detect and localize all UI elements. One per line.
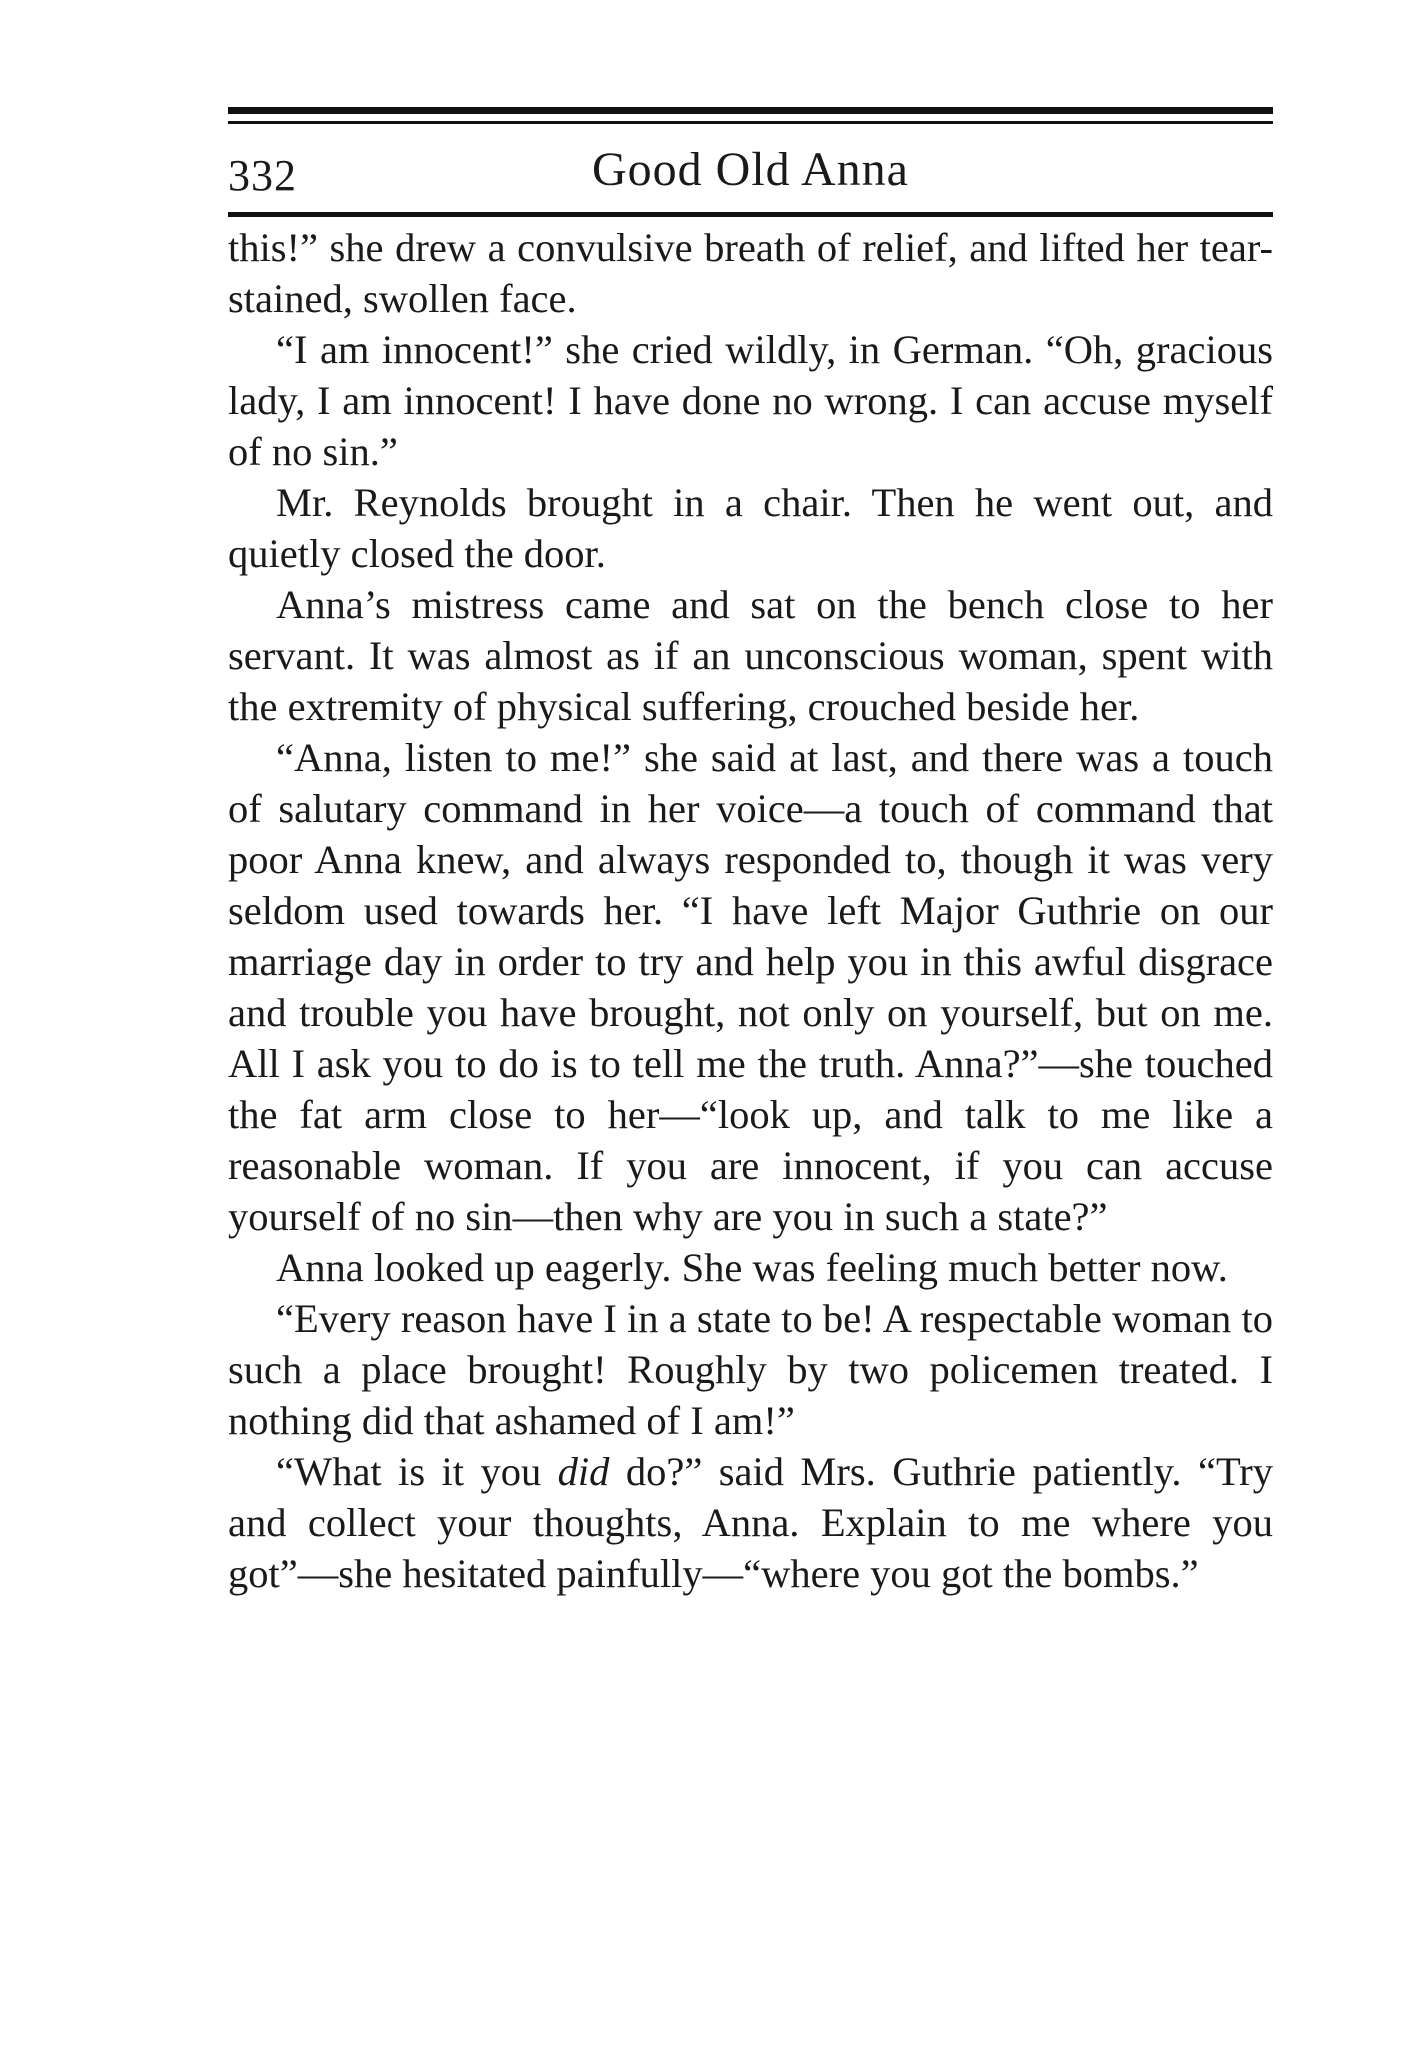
paragraph-text: “What is it you (276, 1449, 558, 1494)
paragraph: Mr. Reynolds brought in a chair. Then he went out, and quietly closed the door. (228, 480, 1273, 576)
running-title: Good Old Anna (592, 143, 909, 196)
paragraph: Anna’s mistress came and sat on the bench close to her servant. It was almost as if an unconscious woman, spent with the extremity of physical suffering, crouched beside her. (228, 582, 1273, 729)
top-rule-thin (228, 121, 1273, 124)
header-rule (228, 212, 1273, 217)
page-number: 332 (228, 151, 297, 200)
paragraph: Anna looked up eagerly. She was feeling much better now. (276, 1245, 1228, 1290)
running-head (228, 138, 1273, 208)
emphasis-word: did (557, 1449, 610, 1494)
top-rule-thick (228, 107, 1273, 114)
body-text (228, 222, 1273, 1599)
paragraph: “Anna, listen to me!” she said at last, and there was a touch of salutary command in her voice—a touch of command that poor Anna knew, and always responded to, though it was very seldom used towards her. “I have left Major Guthrie on our marriage day in order to try and help you in this awful disgrace and trouble you have brought, not only on yourself, but on me. All I ask you to do is to tell me the truth. Anna?”—she touched the fat arm close to her—“look up, and talk to me like a reasonable woman. If you are innocent, if you can accuse yourself of no sin—then why are you in such a state?” (228, 735, 1273, 1239)
paragraph (228, 1446, 1273, 1599)
paragraph-text: do?” said Mrs. Guthrie patiently. “Try and collect your thoughts, Anna. Explain to me where you got”—she hesitated painfully—“where you got the bombs.” (228, 1449, 1273, 1596)
paragraph: “Every reason have I in a state to be! A respectable woman to such a place brought! Roughly by two policemen treated. I nothing did that ashamed of I am!” (228, 1296, 1273, 1443)
paragraph: this!” she drew a convulsive breath of relief, and lifted her tear-stained, swollen face. (228, 225, 1273, 321)
paragraph: “I am innocent!” she cried wildly, in German. “Oh, gracious lady, I am innocent! I have done no wrong. I can accuse myself of no sin.” (228, 327, 1273, 474)
